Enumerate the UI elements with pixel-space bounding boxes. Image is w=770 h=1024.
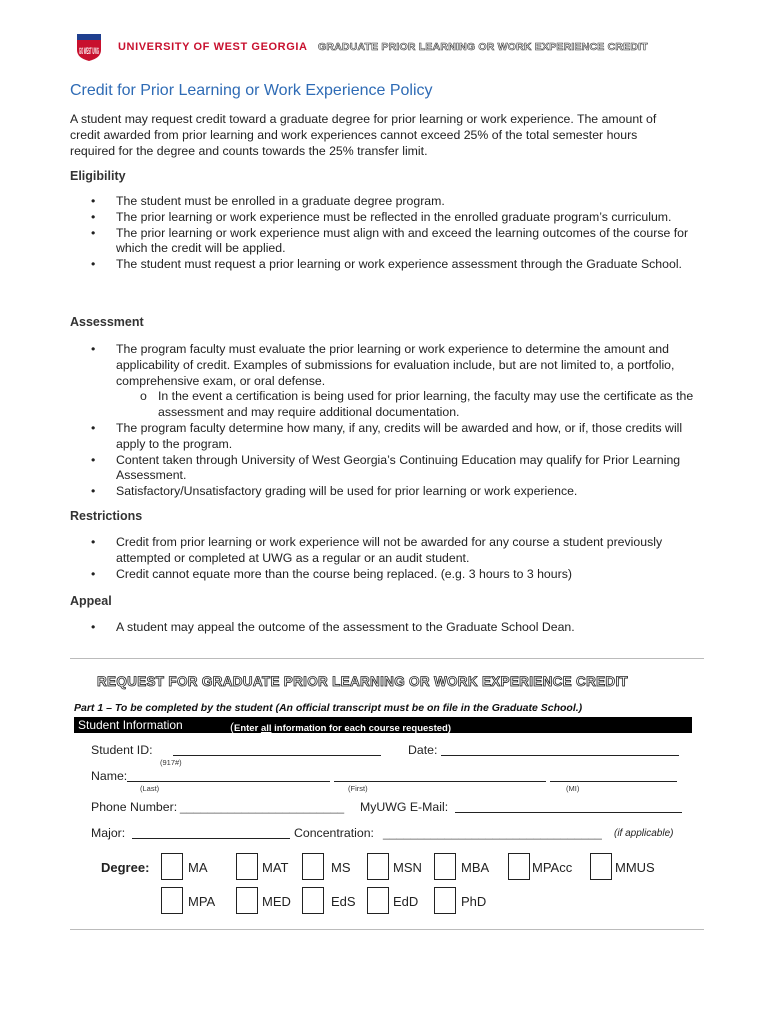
degree-checkbox-mpa[interactable] bbox=[161, 887, 183, 914]
restrictions-heading: Restrictions bbox=[70, 509, 143, 523]
policy-intro-line-2: credit awarded from prior learning and work experiences cannot exceed 25% of the total semester hours bbox=[70, 128, 638, 142]
degree-label-edd: EdD bbox=[393, 894, 419, 909]
middle-initial-hint: (MI) bbox=[566, 784, 580, 793]
degree-label-mmus: MMUS bbox=[615, 860, 655, 875]
student-id-field[interactable] bbox=[173, 755, 381, 756]
degree-checkbox-ms[interactable] bbox=[302, 853, 324, 880]
list-item: • Credit cannot equate more than the course being replaced. (e.g. 3 hours to 3 hours) bbox=[91, 566, 572, 581]
degree-checkbox-mpacc[interactable] bbox=[508, 853, 530, 880]
list-item: • Credit from prior learning or work experience will not be awarded for any course a student previously attempted or completed at UWG as a regular or an audit student. bbox=[91, 535, 663, 565]
list-item: • The student must be enrolled in a graduate degree program. bbox=[91, 194, 445, 208]
if-applicable-note: (if applicable) bbox=[614, 828, 674, 839]
degree-checkbox-phd[interactable] bbox=[434, 887, 456, 914]
degree-label-mpacc: MPAcc bbox=[532, 860, 573, 875]
degree-checkbox-mba[interactable] bbox=[434, 853, 456, 880]
list-item: • The prior learning or work experience must be reflected in the enrolled graduate program’s curriculum. bbox=[91, 209, 672, 224]
list-item: • Content taken through University of West Georgia’s Continuing Education may qualify for Prior Learning Assessment. bbox=[91, 452, 681, 483]
last-name-hint: (Last) bbox=[140, 784, 160, 793]
policy-title: Credit for Prior Learning or Work Experience Policy bbox=[70, 82, 433, 99]
student-id-label: Student ID: bbox=[91, 743, 153, 757]
list-item: • A student may appeal the outcome of the assessment to the Graduate School Dean. bbox=[91, 620, 575, 634]
date-field[interactable] bbox=[441, 755, 679, 756]
student-id-hint: (917#) bbox=[160, 758, 182, 767]
degree-label-mpa: MPA bbox=[188, 894, 216, 909]
university-name: UNIVERSITY OF WEST GEORGIA bbox=[118, 41, 308, 53]
last-name-field[interactable] bbox=[127, 781, 330, 782]
restrictions-list bbox=[70, 535, 710, 582]
assessment-list bbox=[70, 342, 710, 500]
policy-intro-line-3: required for the degree and counts towards the 25% transfer limit. bbox=[70, 144, 428, 158]
email-label: MyUWG E-Mail: bbox=[360, 800, 449, 814]
list-item: • The program faculty determine how many, if any, credits will be awarded and how, or if, those credits will apply to the program. bbox=[91, 420, 683, 451]
degree-label-msn: MSN bbox=[393, 860, 422, 875]
degree-checkbox-med[interactable] bbox=[236, 887, 258, 914]
form-title: REQUEST FOR GRADUATE PRIOR LEARNING OR WORK EXPERIENCE CREDIT bbox=[97, 674, 629, 689]
assessment-heading: Assessment bbox=[70, 315, 144, 329]
phone-number-label: Phone Number: bbox=[91, 800, 178, 814]
first-name-hint: (First) bbox=[348, 784, 368, 793]
degree-checkbox-msn[interactable] bbox=[367, 853, 389, 880]
degree-checkbox-mmus[interactable] bbox=[590, 853, 612, 880]
concentration-field[interactable]: ________________________________ bbox=[383, 826, 602, 840]
appeal-heading: Appeal bbox=[70, 594, 112, 608]
major-field[interactable] bbox=[132, 838, 290, 839]
first-name-field[interactable] bbox=[334, 781, 546, 782]
degree-checkbox-mat[interactable] bbox=[236, 853, 258, 880]
degree-label-mat: MAT bbox=[262, 860, 289, 875]
degree-checkbox-eds[interactable] bbox=[302, 887, 324, 914]
name-label: Name: bbox=[91, 769, 128, 783]
list-item: • The prior learning or work experience must align with and exceed the learning outcomes of the course for which the credit will be applied. bbox=[91, 225, 689, 256]
eligibility-list bbox=[70, 194, 710, 273]
list-item: • Satisfactory/Unsatisfactory grading will be used for prior learning or work experience. bbox=[91, 484, 578, 499]
list-subitem: o In the event a certification is being used for prior learning, the faculty may use the certificate as the assessment and may require additional documentation. bbox=[140, 389, 694, 420]
degree-checkbox-edd[interactable] bbox=[367, 887, 389, 914]
policy-intro-line-1: A student may request credit toward a graduate degree for prior learning or work experience. The amount of bbox=[70, 112, 657, 126]
section-divider bbox=[70, 658, 704, 659]
date-label: Date: bbox=[408, 743, 438, 757]
phone-number-field[interactable]: ________________________ bbox=[180, 800, 345, 814]
logo-text: GO WEST UWG bbox=[79, 46, 99, 56]
document-header-title: GRADUATE PRIOR LEARNING OR WORK EXPERIENCE CREDIT bbox=[318, 41, 648, 53]
degree-label: Degree: bbox=[101, 860, 150, 875]
appeal-list bbox=[70, 620, 710, 636]
list-item: • The program faculty must evaluate the prior learning or work experience to determine the amount and applicability of credit. Examples of submissions for evaluation include, but are not limited to, a portfolio, comprehensive exam, or oral defense. bbox=[91, 342, 675, 388]
form-bottom-divider bbox=[70, 929, 704, 930]
eligibility-heading: Eligibility bbox=[70, 169, 126, 183]
concentration-label: Concentration: bbox=[294, 826, 374, 840]
student-information-label: Student Information bbox=[78, 718, 183, 732]
uwg-logo bbox=[74, 32, 104, 62]
degree-label-ms: MS bbox=[331, 860, 351, 875]
degree-label-phd: PhD bbox=[461, 894, 487, 909]
degree-label-med: MED bbox=[262, 894, 291, 909]
student-information-bar bbox=[74, 717, 692, 733]
degree-label-ma: MA bbox=[188, 860, 208, 875]
degree-label-mba: MBA bbox=[461, 860, 490, 875]
list-item: • The student must request a prior learning or work experience assessment through the Graduate School. bbox=[91, 257, 682, 272]
email-field[interactable] bbox=[455, 812, 682, 813]
major-label: Major: bbox=[91, 826, 126, 840]
degree-checkbox-ma[interactable] bbox=[161, 853, 183, 880]
middle-initial-field[interactable] bbox=[550, 781, 677, 782]
part1-instruction: Part 1 – To be completed by the student (An official transcript must be on file in the Graduate School.) bbox=[74, 702, 583, 714]
enter-all-information-note: (Enter all information for each course requested) bbox=[230, 720, 451, 734]
degree-label-eds: EdS bbox=[331, 894, 356, 909]
